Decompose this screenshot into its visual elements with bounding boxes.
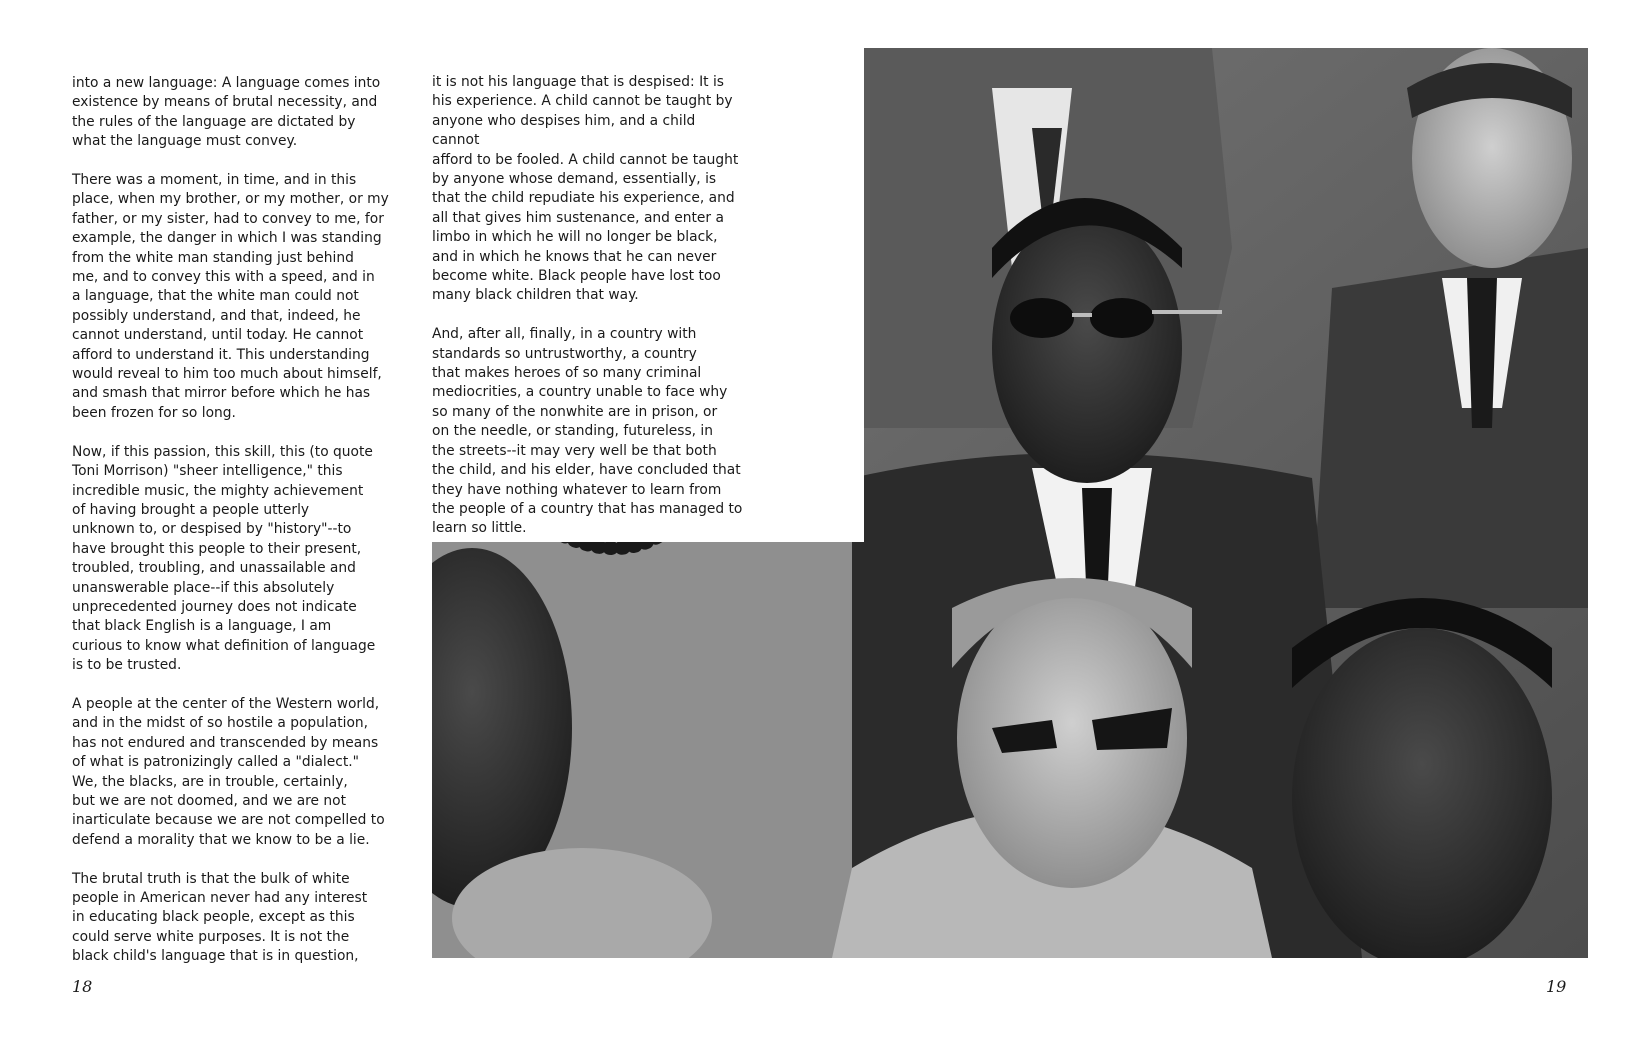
paragraph: A people at the center of the Western world, and in the midst of so hostile a population, has not endured and transcended by means of what is patronizingly called a "dialect." We, the blacks, are in trouble, certainly, but we are not doomed, and we are not inarticulate because we are not compelled to defend a morality that we know to be a lie.	[72, 695, 385, 848]
paragraph: The brutal truth is that the bulk of white people in American never had any interest in educating black people, except as this could serve white purposes. It is not the black child's language that is in question,	[72, 870, 368, 965]
page-number-right: 19	[1546, 977, 1567, 996]
page-number-left: 18	[72, 977, 93, 996]
paragraph: Now, if this passion, this skill, this (to quote Toni Morrison) "sheer intelligence," this incredible music, the mighty achievement of having brought a people utterly unknown to, or despised by "history"--to have brought this people to their present, troubled, troubling, and unassailable and unanswerable place--if this absolutely unprecedented journey does not indicate that black English is a language, I am curious to know what definition of language is to be trusted.	[72, 443, 376, 674]
left-text-column	[72, 74, 390, 986]
paragraph: There was a moment, in time, and in this place, when my brother, or my mother, or my father, or my sister, had to convey to me, for example, the danger in which I was standing from the white man standing just behind me, and to convey this with a speed, and in a language, that the white man could not possibly understand, and that, indeed, he cannot understand, until today. He cannot afford to understand it. This understanding would reveal to him too much about himself, and smash that mirror before which he has been frozen for so long.	[72, 172, 389, 421]
right-text-column	[432, 73, 746, 558]
paragraph: into a new language: A language comes into existence by means of brutal necessity, and the rules of the language are dictated by what the language must convey.	[72, 75, 381, 150]
paragraph: And, after all, finally, in a country with standards so untrustworthy, a country that makes heroes of so many criminal mediocrities, a country unable to face why so many of the nonwhite are in prison, or on the needle, or standing, futureless, in the streets--it may very well be that both the child, and his elder, have concluded that they have nothing whatever to learn from the people of a country that has managed to learn so little.	[432, 326, 743, 537]
paragraph: it is not his language that is despised: It is his experience. A child cannot be taught by anyone who despises him, and a child cannot afford to be fooled. A child cannot be taught by anyone whose demand, essentially, is that the child repudiate his experience, and all that gives him sustenance, and enter a limbo in which he will no longer be black, and in which he knows that he can never become white. Black people have lost too many black children that way.	[432, 74, 739, 304]
